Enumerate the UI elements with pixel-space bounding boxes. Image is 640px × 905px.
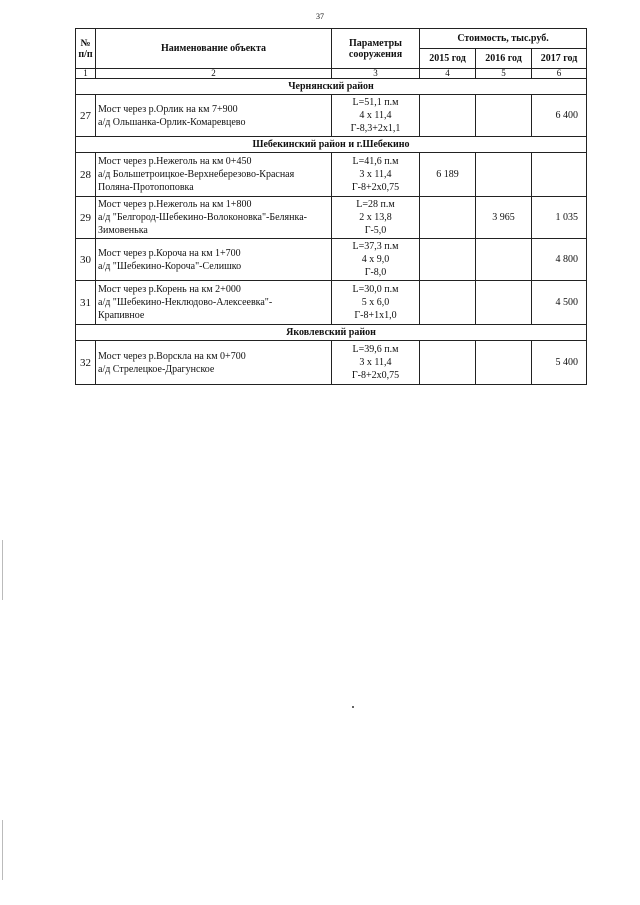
object-name-line: а/д "Белгород-Шебекино-Волоконовка"-Белянка- — [98, 212, 307, 223]
column-index: 4 — [420, 69, 476, 79]
cost-2017: 1 035 — [532, 197, 587, 239]
params-line: Г-8,0 — [364, 267, 387, 278]
params-line: Г-8,3+2х1,1 — [350, 123, 401, 134]
district-name: Чернянский район — [76, 79, 587, 95]
structure-params — [332, 197, 420, 239]
stray-dot — [352, 706, 354, 708]
object-name-line: Поляна-Протопоповка — [98, 182, 194, 193]
header-num: № п/п — [76, 29, 96, 69]
district-row — [76, 137, 587, 153]
margin-line — [2, 540, 3, 600]
params-line: L=37,3 п.м — [352, 241, 399, 252]
object-name — [96, 197, 332, 239]
header-year-2016: 2016 год — [476, 49, 532, 69]
object-name — [96, 153, 332, 197]
params-line: Г-8+1х1,0 — [354, 310, 397, 321]
params-line: 4 х 11,4 — [359, 110, 392, 121]
header-year-2017: 2017 год — [532, 49, 587, 69]
cost-2016 — [476, 341, 532, 385]
object-name-line: Крапивное — [98, 310, 145, 321]
margin-line — [2, 820, 3, 880]
params-line: L=39,6 п.м — [352, 344, 399, 355]
row-number: 31 — [76, 281, 96, 325]
district-row — [76, 79, 587, 95]
structure-params — [332, 239, 420, 281]
params-line: L=30,0 п.м — [352, 284, 399, 295]
cost-2015 — [420, 341, 476, 385]
object-name — [96, 281, 332, 325]
object-name-line: а/д "Шебекино-Короча"-Селишко — [98, 260, 242, 272]
cost-2015 — [420, 281, 476, 325]
object-name — [96, 239, 332, 281]
params-line: Г-8+2х0,75 — [351, 370, 400, 381]
object-name-line: а/д Большетроицкое-Верхнеберезово-Красная — [98, 169, 295, 180]
cost-2017 — [532, 153, 587, 197]
column-index: 6 — [532, 69, 587, 79]
params-line: 3 х 11,4 — [359, 169, 392, 180]
object-name-line: а/д Ольшанка-Орлик-Комаревцево — [98, 116, 246, 128]
params-line: 3 х 11,4 — [359, 357, 392, 368]
object-name-line: а/д "Шебекино-Неклюдово-Алексеевка"- — [98, 297, 273, 308]
cost-2017: 4 800 — [532, 239, 587, 281]
params-line: L=51,1 п.м — [352, 97, 399, 108]
district-name: Яковлевский район — [76, 325, 587, 341]
object-name-line: Мост через р.Орлик на км 7+900 — [98, 103, 238, 115]
object-name-line: Мост через р.Корень на км 2+000 — [98, 284, 241, 295]
cost-2015: 6 189 — [420, 153, 476, 197]
header-cost: Стоимость, тыс.руб. — [420, 29, 587, 49]
table-row — [76, 95, 587, 137]
cost-2017: 5 400 — [532, 341, 587, 385]
row-number: 32 — [76, 341, 96, 385]
table-row — [76, 197, 587, 239]
row-number: 28 — [76, 153, 96, 197]
object-name-line: Мост через р.Нежеголь на км 0+450 — [98, 156, 252, 167]
row-number: 27 — [76, 95, 96, 137]
structure-params — [332, 341, 420, 385]
params-line: 4 х 9,0 — [361, 254, 390, 265]
object-name-line: Мост через р.Короча на км 1+700 — [98, 247, 241, 259]
column-index: 1 — [76, 69, 96, 79]
cost-2017: 4 500 — [532, 281, 587, 325]
params-line: Г-5,0 — [364, 225, 387, 236]
structure-params — [332, 153, 420, 197]
header-year-2015: 2015 год — [420, 49, 476, 69]
object-name — [96, 95, 332, 137]
cost-2016 — [476, 281, 532, 325]
bridges-table — [75, 28, 587, 385]
object-name-line: Мост через р.Ворскла на км 0+700 — [98, 350, 246, 362]
table-row — [76, 281, 587, 325]
cost-2016 — [476, 239, 532, 281]
object-name-line: Зимовенька — [98, 225, 148, 236]
table-row — [76, 239, 587, 281]
row-number: 30 — [76, 239, 96, 281]
structure-params — [332, 281, 420, 325]
table-row — [76, 153, 587, 197]
structure-params — [332, 95, 420, 137]
cost-2016: 3 965 — [476, 197, 532, 239]
cost-2015 — [420, 239, 476, 281]
column-index: 3 — [332, 69, 420, 79]
params-line: L=41,6 п.м — [352, 156, 399, 167]
object-name-line: Мост через р.Нежеголь на км 1+800 — [98, 199, 252, 210]
cost-2017: 6 400 — [532, 95, 587, 137]
cost-2015 — [420, 197, 476, 239]
header-name: Наименование объекта — [96, 29, 332, 69]
district-name: Шебекинский район и г.Шебекино — [76, 137, 587, 153]
header-params: Параметры сооружения — [332, 29, 420, 69]
table-row — [76, 341, 587, 385]
params-line: 2 х 13,8 — [359, 212, 392, 223]
cost-2016 — [476, 153, 532, 197]
table-body — [76, 79, 587, 385]
params-line: Г-8+2х0,75 — [351, 182, 400, 193]
cost-2015 — [420, 95, 476, 137]
cost-2016 — [476, 95, 532, 137]
column-index: 2 — [96, 69, 332, 79]
params-line: 5 х 6,0 — [361, 297, 390, 308]
params-line: L=28 п.м — [356, 199, 395, 210]
row-number: 29 — [76, 197, 96, 239]
object-name-line: а/д Стрелецкое-Драгунское — [98, 363, 215, 375]
column-index: 5 — [476, 69, 532, 79]
object-name — [96, 341, 332, 385]
district-row — [76, 325, 587, 341]
page-number: 37 — [316, 12, 324, 21]
